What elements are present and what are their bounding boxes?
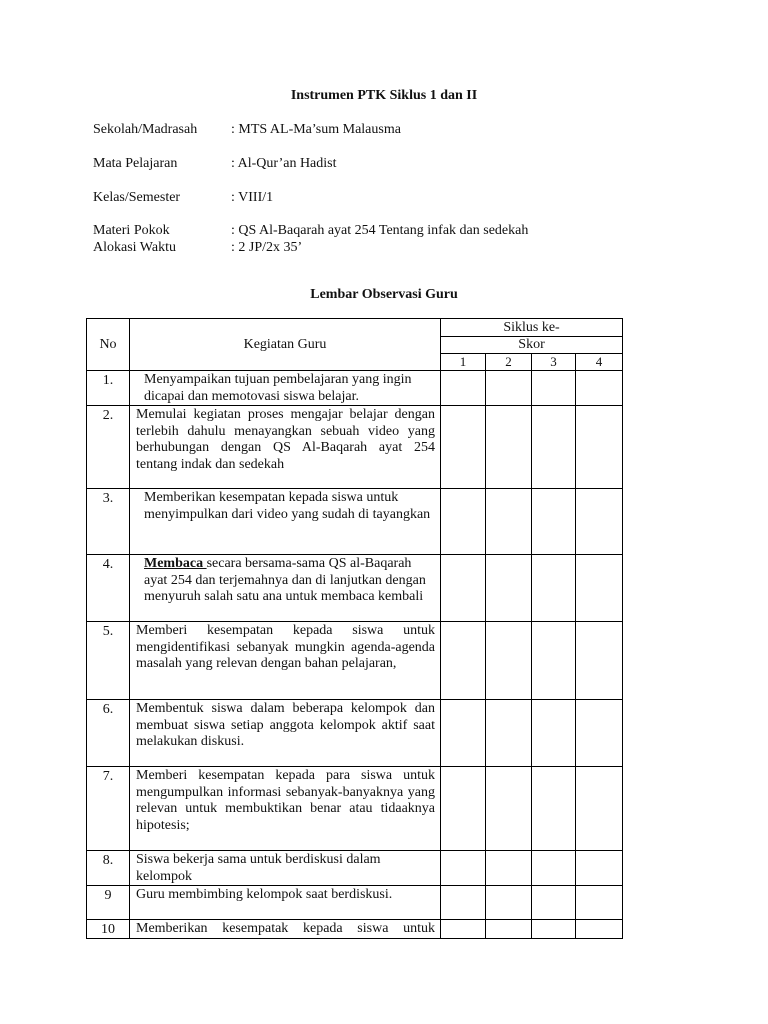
score-cell[interactable] [576,406,623,489]
row-no: 1. [87,371,130,406]
meta-materi-value: : QS Al-Baqarah ayat 254 Tentang infak dan sedekah [231,223,529,238]
row-no: 8. [87,851,130,886]
table-row [87,886,623,920]
score-cell[interactable] [486,555,532,622]
score-cell[interactable] [441,851,486,886]
meta-alokasi-value: : 2 JP/2x 35’ [231,240,303,255]
score-cell[interactable] [441,371,486,406]
header-score-4: 4 [576,354,623,371]
document-title: Instrumen PTK Siklus 1 dan II [290,88,478,103]
header-siklus: Siklus ke- [441,319,623,337]
row-activity: Memberi kesempatan kepada siswa untuk mengidentifikasi sebanyak mungkin agenda-agenda masalah yang relevan dengan bahan pelajaran, [130,622,441,700]
row-activity: Memberi kesempatan kepada para siswa untuk mengumpulkan informasi sebanyak-banyaknya yang relevan untuk membuktikan benar atau tidaaknya hipotesis; [130,767,441,851]
row-activity: Guru membimbing kelompok saat berdiskusi. [130,886,441,920]
score-cell[interactable] [486,406,532,489]
score-cell[interactable] [532,406,576,489]
table-row [87,371,623,406]
row-activity-text: secara bersama-sama QS al-Baqarah ayat 254 dan terjemahnya dan di lanjutkan dengan menyuruh salah satu ana untuk membaca kembali [144,556,426,604]
row-no: 5. [87,622,130,700]
header-skor: Skor [441,337,623,354]
meta-kelas-value: : VIII/1 [231,190,274,205]
meta-materi-label: Materi Pokok [93,223,170,238]
score-cell[interactable] [532,920,576,939]
score-cell[interactable] [532,851,576,886]
score-cell[interactable] [441,406,486,489]
table-row [87,851,623,886]
row-no: 3. [87,489,130,555]
emphasis-word: Membaca [144,556,207,571]
row-activity: Siswa bekerja sama untuk berdiskusi dalam kelompok [130,851,441,886]
header-score-3: 3 [532,354,576,371]
row-activity: Menyampaikan tujuan pembelajaran yang ingin dicapai dan memotovasi siswa belajar. [130,371,441,406]
score-cell[interactable] [441,767,486,851]
score-cell[interactable] [576,489,623,555]
table-row [87,767,623,851]
row-no: 10 [87,920,130,939]
header-no: No [87,319,130,371]
score-cell[interactable] [486,767,532,851]
score-cell[interactable] [441,489,486,555]
row-no: 2. [87,406,130,489]
score-cell[interactable] [576,371,623,406]
score-cell[interactable] [441,700,486,767]
row-no: 6. [87,700,130,767]
score-cell[interactable] [532,489,576,555]
table-row [87,920,623,939]
score-cell[interactable] [486,700,532,767]
score-cell[interactable] [576,622,623,700]
score-cell[interactable] [532,371,576,406]
row-activity: Membentuk siswa dalam beberapa kelompok dan membuat siswa setiap anggota kelompok aktif saat melakukan diskusi. [130,700,441,767]
score-cell[interactable] [486,622,532,700]
table-header-row-1 [87,319,623,337]
header-score-2: 2 [486,354,532,371]
meta-mapel-label: Mata Pelajaran [93,156,178,171]
observation-table [86,318,623,939]
row-no: 4. [87,555,130,622]
score-cell[interactable] [576,851,623,886]
row-activity: Memberikan kesempatan kepada siswa untuk menyimpulkan dari video yang sudah di tayangkan [130,489,441,555]
score-cell[interactable] [486,851,532,886]
row-activity: Memulai kegiatan proses mengajar belajar dengan terlebih dahulu menayangkan sebuah video yang berhubungan dengan QS Al-Baqarah ayat 254 tentang indak dan sedekah [130,406,441,489]
score-cell[interactable] [532,555,576,622]
table-row [87,700,623,767]
score-cell[interactable] [576,767,623,851]
table-row [87,406,623,489]
score-cell[interactable] [486,489,532,555]
meta-alokasi-label: Alokasi Waktu [93,240,176,255]
header-score-1: 1 [441,354,486,371]
table-row [87,489,623,555]
score-cell[interactable] [441,555,486,622]
meta-kelas-label: Kelas/Semester [93,190,181,205]
score-cell[interactable] [441,886,486,920]
score-cell[interactable] [576,886,623,920]
score-cell[interactable] [576,555,623,622]
meta-sekolah-label: Sekolah/Madrasah [93,122,198,137]
score-cell[interactable] [576,920,623,939]
row-no: 7. [87,767,130,851]
meta-mapel-value: : Al-Qur’an Hadist [231,156,337,171]
score-cell[interactable] [486,920,532,939]
row-activity [130,555,441,622]
score-cell[interactable] [441,622,486,700]
score-cell[interactable] [532,622,576,700]
table-row [87,555,623,622]
row-no: 9 [87,886,130,920]
score-cell[interactable] [532,700,576,767]
score-cell[interactable] [532,767,576,851]
section-subtitle: Lembar Observasi Guru [310,287,458,302]
row-activity: Memberikan kesempatak kepada siswa untuk [130,920,441,939]
meta-sekolah-value: : MTS AL-Ma’sum Malausma [231,122,401,137]
header-kegiatan: Kegiatan Guru [130,319,441,371]
score-cell[interactable] [486,371,532,406]
score-cell[interactable] [486,886,532,920]
score-cell[interactable] [441,920,486,939]
table-row [87,622,623,700]
score-cell[interactable] [576,700,623,767]
score-cell[interactable] [532,886,576,920]
